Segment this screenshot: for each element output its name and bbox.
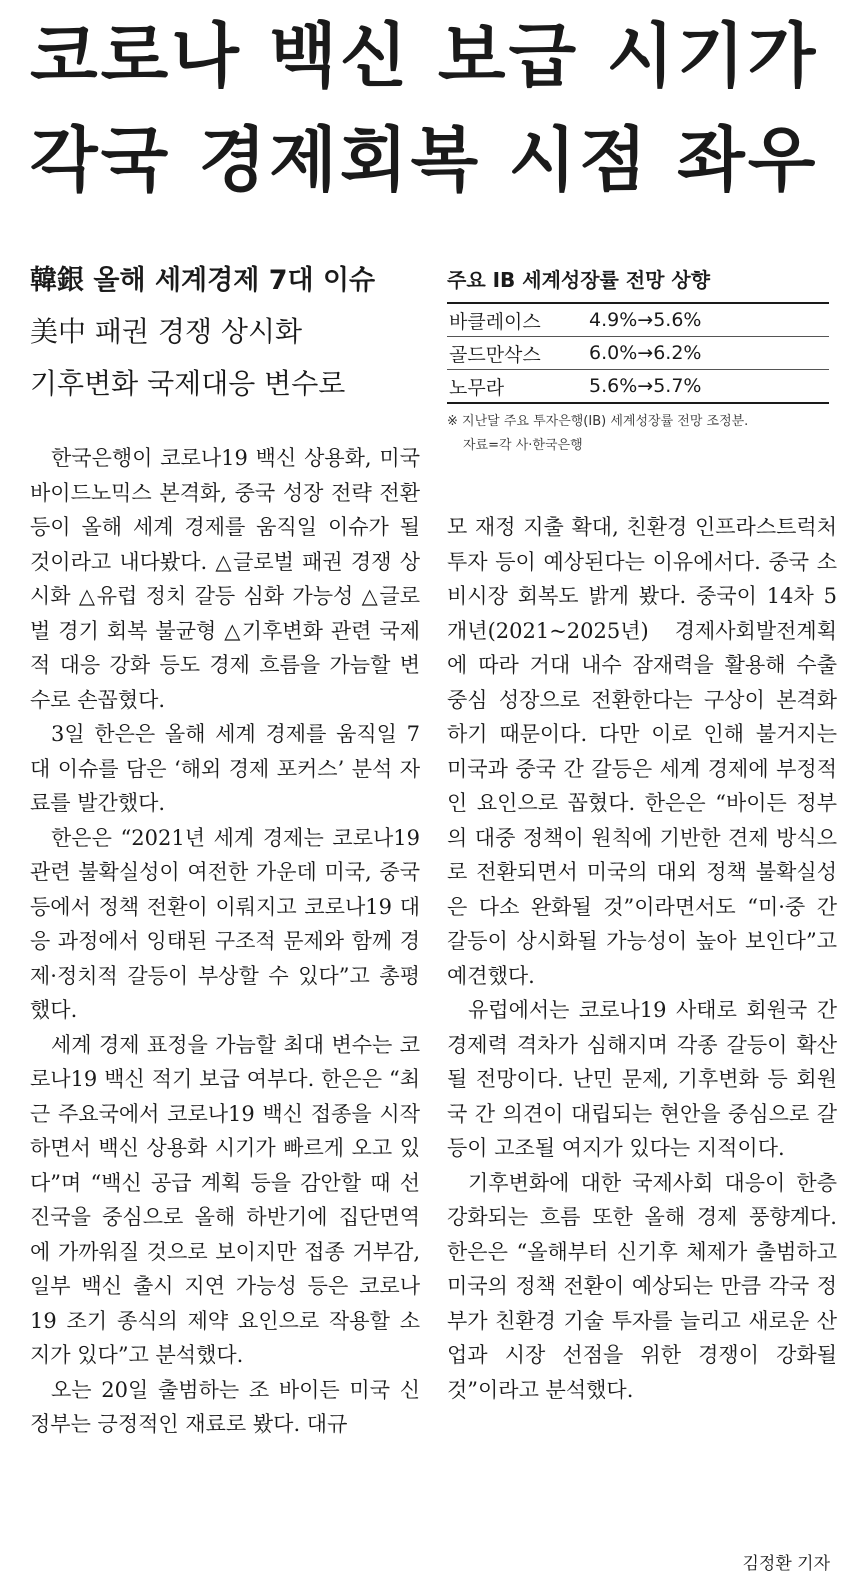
article-column-right <box>447 510 837 1407</box>
table-row <box>447 337 829 370</box>
sidebar-title: 주요 IB 세계성장률 전망 상향 <box>447 262 829 304</box>
subheading-3: 기후변화 국제대응 변수로 <box>30 367 346 400</box>
headline-line-2: 각국 경제회복 시점 좌우 <box>30 119 819 201</box>
paragraph: 한국은행이 코로나19 백신 상용화, 미국 바이드노믹스 본격화, 중국 성장 전략 전환 등이 올해 세계 경제를 움직일 이슈가 될 것이라고 내다봤다. △글로벌 패권 경쟁 상시화 △유럽 정치 갈등 심화 가능성 △글로벌 경기 회복 불균형 △기후변화 관련 국제적 대응 강화 등도 경제 흐름을 가늠할 변수로 손꼽혔다. <box>30 446 420 712</box>
table-row <box>447 304 829 337</box>
paragraph: 3일 한은은 올해 세계 경제를 움직일 7대 이슈를 담은 ‘해외 경제 포커스’ 분석 자료를 발간했다. <box>30 722 420 815</box>
bank-name: 골드만삭스 <box>447 337 589 370</box>
paragraph: 모 재정 지출 확대, 친환경 인프라스트럭처 투자 등이 예상된다는 이유에서다. 중국 소비시장 회복도 밝게 봤다. 중국이 14차 5개년(2021~2025년) 경제사회발전계획에 따라 거대 내수 잠재력을 활용해 수출 중심 성장으로 전환한다는 구상이 본격화하기 때문이다. 다만 이로 인해 불거지는 미국과 중국 간 갈등은 세계 경제에 부정적인 요인으로 꼽혔다. 한은은 “바이든 정부의 대중 정책이 원칙에 기반한 견제 방식으로 전환되면서 미국의 대외 정책 불확실성은 다소 완화될 것”이라면서도 “미·중 간 갈등이 상시화될 가능성이 높아 보인다”고 예견했다. <box>447 515 837 988</box>
paragraph: 세계 경제 표정을 가늠할 최대 변수는 코로나19 백신 적기 보급 여부다. 한은은 “최근 주요국에서 코로나19 백신 접종을 시작하면서 백신 상용화 시기가 빠르게 오고 있다”며 “백신 공급 계획 등을 감안할 때 선진국을 중심으로 올해 하반기에 집단면역에 가까워질 것으로 보이지만 접종 거부감, 일부 백신 출시 지연 가능성 등은 코로나19 조기 종식의 제약 요인으로 작용할 소지가 있다”고 분석했다. <box>30 1032 420 1367</box>
paragraph: 기후변화에 대한 국제사회 대응이 한층 강화되는 흐름 또한 올해 경제 풍향계다. 한은은 “올해부터 신기후 체제가 출범하고 미국의 정책 전환이 예상되는 만큼 각국 정부가 친환경 기술 투자를 늘리고 새로운 산업과 시장 선점을 위한 경쟁이 강화될 것”이라고 분석했다. <box>447 1170 837 1402</box>
paragraph: 오는 20일 출범하는 조 바이든 미국 신정부는 긍정적인 재료로 봤다. 대규 <box>30 1377 420 1436</box>
paragraph: 한은은 “2021년 세계 경제는 코로나19 관련 불확실성이 여전한 가운데 미국, 중국 등에서 정책 전환이 이뤄지고 코로나19 대응 과정에서 잉태된 구조적 문제와 함께 경제·정치적 갈등이 부상할 수 있다”고 총평했다. <box>30 825 420 1022</box>
forecast-value: 5.6%→5.7% <box>589 370 829 404</box>
bank-name: 노무라 <box>447 370 589 404</box>
subheading-1: 韓銀 올해 세계경제 7대 이슈 <box>30 265 376 296</box>
note-text: ※ 지난달 주요 투자은행(IB) 세계성장률 전망 조정분. <box>447 414 749 429</box>
headline <box>30 0 830 212</box>
headline-line-1: 코로나 백신 보급 시기가 <box>30 15 819 97</box>
forecast-table <box>447 304 829 404</box>
article-column-left <box>30 441 420 1442</box>
bank-name: 바클레이스 <box>447 304 589 337</box>
source-text: 자료=각 사·한국은행 <box>463 438 583 453</box>
sidebar-note <box>447 410 829 458</box>
subheading-2: 美中 패권 경쟁 상시화 <box>30 315 303 348</box>
forecast-value: 6.0%→6.2% <box>589 337 829 370</box>
forecast-value: 4.9%→5.6% <box>589 304 829 337</box>
subheadings <box>30 256 430 410</box>
paragraph: 유럽에서는 코로나19 사태로 회원국 간 경제력 격차가 심해지며 각종 갈등이 확산될 전망이다. 난민 문제, 기후변화 등 회원국 간 의견이 대립되는 현안을 중심으로 갈등이 고조될 여지가 있다는 지적이다. <box>447 998 837 1160</box>
forecast-sidebar <box>447 262 829 458</box>
table-row <box>447 370 829 404</box>
byline: 김정환 기자 <box>742 1554 830 1574</box>
